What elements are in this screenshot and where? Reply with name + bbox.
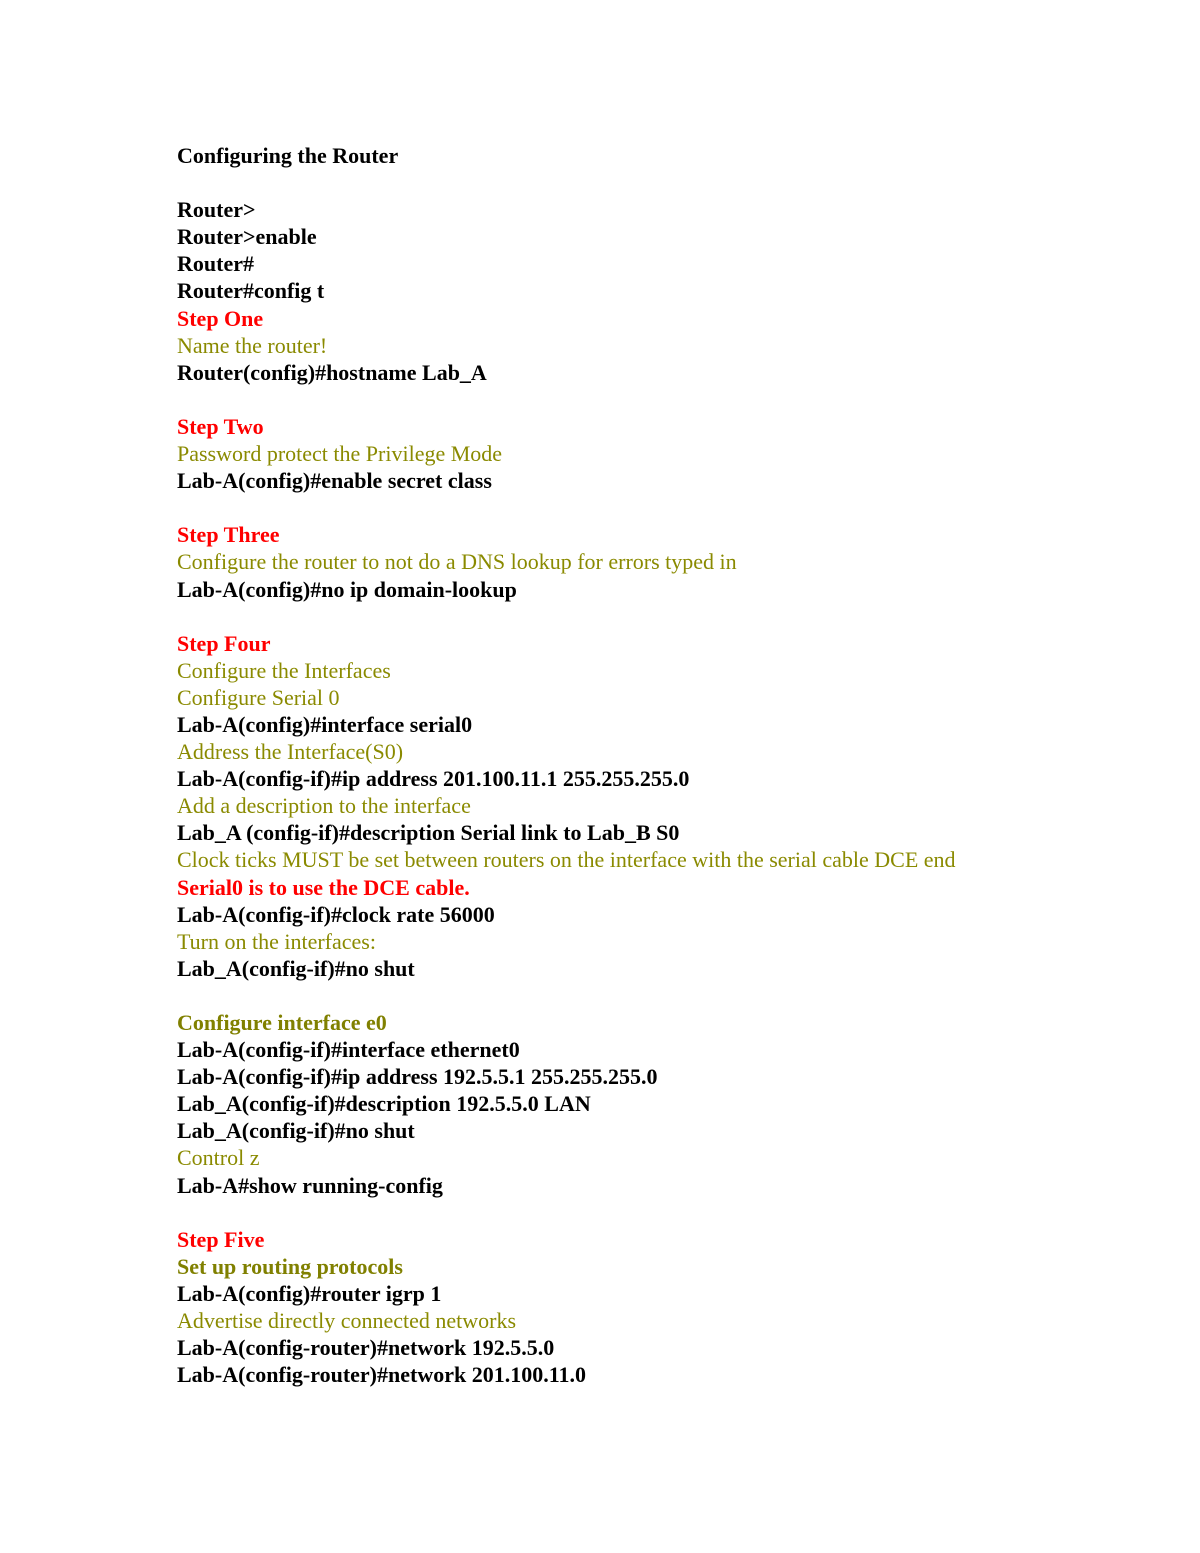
spacer: [177, 169, 1137, 196]
step-two-heading: Step Two: [177, 413, 264, 439]
step-two-command: Lab-A(config)#enable secret class: [177, 468, 492, 494]
step-four-note: Configure Serial 0: [177, 684, 340, 710]
intro-line: Router#config t: [177, 278, 325, 304]
intro-line: Router>enable: [177, 224, 317, 250]
interface-e0-heading: Configure interface e0: [177, 1010, 387, 1035]
spacer: [177, 494, 1137, 521]
step-four-note: Turn on the interfaces:: [177, 928, 376, 954]
step-four-command: Lab-A(config-if)#clock rate 56000: [177, 901, 495, 927]
step-five-subheading: Set up routing protocols: [177, 1253, 403, 1279]
step-five-command: Lab-A(config)#router igrp 1: [177, 1280, 442, 1306]
step-three-note: Configure the router to not do a DNS lookup for errors typed in: [177, 549, 737, 575]
step-five-heading: Step Five: [177, 1226, 265, 1252]
interface-e0-command: Lab_A(config-if)#description 192.5.5.0 LAN: [177, 1091, 591, 1117]
step-one-command: Router(config)#hostname Lab_A: [177, 359, 487, 385]
step-four-command: Lab_A(config-if)#no shut: [177, 955, 415, 981]
dce-cable-warning: Serial0 is to use the DCE cable.: [177, 874, 470, 900]
step-four-heading: Step Four: [177, 630, 271, 656]
step-four-note: Add a description to the interface: [177, 793, 471, 819]
interface-e0-command: Lab_A(config-if)#no shut: [177, 1118, 415, 1144]
step-four-note: Configure the Interfaces: [177, 657, 391, 683]
spacer: [177, 1199, 1137, 1226]
interface-e0-command: Lab-A(config-if)#ip address 192.5.5.1 255.255.255.0: [177, 1064, 658, 1090]
step-four-command: Lab_A (config-if)#description Serial link to Lab_B S0: [177, 820, 680, 846]
step-three-heading: Step Three: [177, 522, 280, 548]
step-four-command: Lab-A(config-if)#ip address 201.100.11.1 255.255.255.0: [177, 766, 690, 792]
step-one-note: Name the router!: [177, 332, 328, 358]
spacer: [177, 603, 1137, 630]
step-five-note: Advertise directly connected networks: [177, 1308, 517, 1334]
step-four-note: Address the Interface(S0): [177, 739, 404, 765]
step-five-command: Lab-A(config-router)#network 201.100.11.0: [177, 1362, 586, 1388]
spacer: [177, 982, 1137, 1009]
step-four-command: Lab-A(config)#interface serial0: [177, 711, 473, 737]
step-one-heading: Step One: [177, 305, 264, 331]
step-four-note: Clock ticks MUST be set between routers on the interface with the serial cable DCE end: [177, 847, 956, 873]
interface-e0-note: Control z: [177, 1145, 260, 1171]
page-title: Configuring the Router: [177, 143, 399, 168]
document-body: [177, 142, 1137, 1388]
step-five-command: Lab-A(config-router)#network 192.5.5.0: [177, 1335, 555, 1361]
interface-e0-command: Lab-A(config-if)#interface ethernet0: [177, 1037, 520, 1063]
interface-e0-command: Lab-A#show running-config: [177, 1172, 443, 1198]
step-two-note: Password protect the Privilege Mode: [177, 441, 503, 467]
step-three-command: Lab-A(config)#no ip domain-lookup: [177, 576, 517, 602]
intro-line: Router>: [177, 197, 256, 223]
spacer: [177, 386, 1137, 413]
intro-line: Router#: [177, 251, 254, 277]
